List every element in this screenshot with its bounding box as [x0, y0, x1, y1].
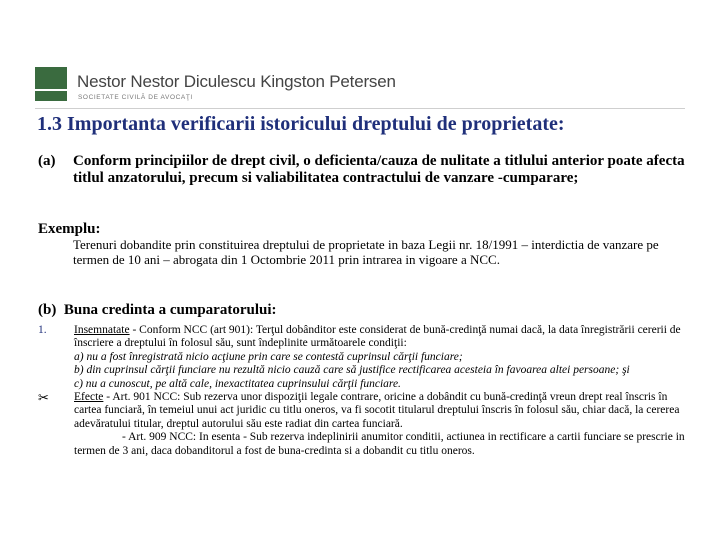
- item-lead: Insemnatate: [74, 324, 130, 336]
- art-909-body: - Sub rezerva indeplinirii anumitor conditii, actiunea in rectificare a cartii funciare se prescrie in termen de 3 ani, daca dobanditorul a fost de buna-credinta si a dobandit cu titlu oneros.: [74, 431, 685, 457]
- list-item-efecte: [38, 391, 688, 458]
- point-b: [38, 302, 277, 319]
- item-intro: [74, 324, 688, 351]
- header-divider: [35, 108, 685, 109]
- example-heading: Exemplu:: [38, 221, 101, 237]
- item-number: 1.: [38, 324, 47, 336]
- firm-name: Nestor Nestor Diculescu Kingston Petersen: [77, 72, 396, 91]
- point-b-label: (b): [38, 302, 57, 318]
- list-item-insemnatate: [38, 324, 688, 391]
- item-efecte-body: - Art. 901 NCC: Sub rezerva unor dispoziţii legale contrare, oricine a dobândit cu bună-credinţă vreun drept real înscris în cartea funciară, în temeiul unui act juridic cu titlu oneros, va fi socotit titularul dreptului înscris în folosul său, chiar dacă, la cererea adevăratului titular, dreptul autorului său este radiat din cartea funciară.: [74, 391, 680, 430]
- point-a-text: Conform principiilor de drept civil, o deficienta/cauza de nulitate a titlului anterior poate afecta titlul anzatorului, precum si valiabilitatea contractului de vanzare -cumparare;: [73, 153, 685, 186]
- item-intro-text: - Conform NCC (art 901): Terţul dobânditor este considerat de bună-credinţă numai dacă, la data înregistrării cererii de înscriere a dreptului în folosul său, sunt îndeplinite următoarele condiţii:: [74, 324, 681, 350]
- item-efecte-lead: Efecte: [74, 391, 104, 404]
- condition-a: a) nu a fost înregistrată nicio acţiune prin care se contestă cuprinsul cărţii funciare;: [74, 350, 463, 363]
- example-text: Terenuri dobandite prin constituirea dreptului de proprietate in baza Legii nr. 18/1991 – interdictia de vanzare pe termen de 10 ani – abrogata din 1 Octombrie 2011 prin intrarea in vigoare a NCC.: [73, 237, 659, 267]
- firm-logo: [35, 66, 396, 106]
- item-efecte-text: [74, 391, 688, 431]
- page-title: 1.3 Importanta verificarii istoricului dreptului de proprietate:: [37, 113, 565, 135]
- point-a: [38, 153, 688, 187]
- logo-mark-icon: [35, 67, 67, 101]
- firm-tagline: SOCIETATE CIVILĂ DE AVOCAŢI: [78, 94, 193, 101]
- points-list: [38, 324, 688, 458]
- point-a-label: (a): [38, 153, 56, 169]
- condition-c: c) nu a cunoscut, pe altă cale, inexactitatea cuprinsului cărţii funciare.: [74, 377, 401, 390]
- art-909-text: [74, 431, 688, 458]
- art-909-label: - Art. 909 NCC: In esenta: [122, 431, 241, 444]
- point-b-text: Buna credinta a cumparatorului:: [63, 302, 277, 318]
- condition-b: b) din cuprinsul cărţii funciare nu rezultă nicio cauză care să justifice rectificarea acesteia în favoarea altei persoane; şi: [74, 364, 630, 377]
- scissors-bullet-icon: ✂: [38, 390, 49, 406]
